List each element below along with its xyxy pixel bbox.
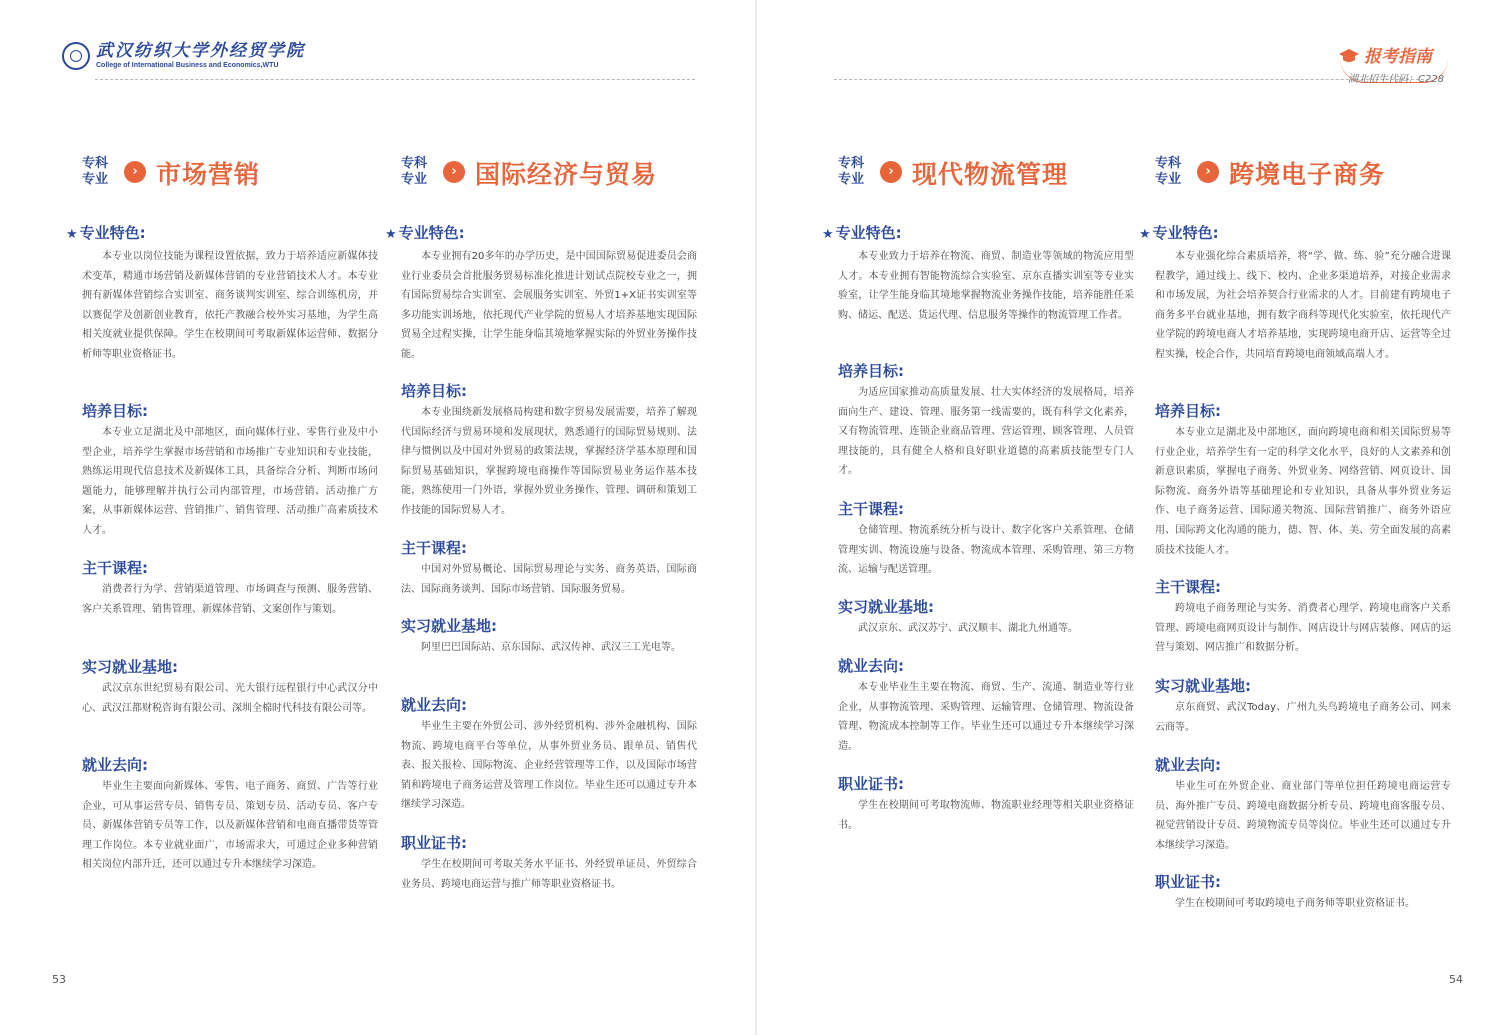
section-text: 本专业强化综合素质培养，将“学、做、练、验”充分融合进课程教学，通过线上、线下、校内、企业多渠道培养，对接企业需求和市场发展，为社会培养契合行业需求的人才。目前建有跨境电子商务多平台就业基地，拥有数字商科等现代化实验室，依托现代产业学院的跨境电商人才培养基地，实现跨境电商开店、运营等全过程实操，校企合作，共同培育跨境电商领域高端人才。 xyxy=(1155,251,1451,360)
major-column-marketing xyxy=(66,150,378,871)
major-title: 现代物流管理 xyxy=(912,160,1069,189)
section-text: 京东商贸、武汉Today、广州九头鸟跨境电子商务公司、网来云商等。 xyxy=(1155,702,1451,733)
section-goal xyxy=(838,362,1134,481)
section-features xyxy=(1139,224,1451,365)
arrow-right-icon: › xyxy=(124,161,146,183)
section-text: 毕业生主要面向新媒体、零售、电子商务、商贸、广告等行业企业，可从事运营专员、销售专员、策划专员、活动专员、客户专员、新媒体营销专员等工作，以及新媒体营销和电商直播带货等管理工作岗位。本专业就业面广，市场需求大，可通过企业多种营销相关岗位内部升迁，还可以通过专升本继续学习深造。 xyxy=(82,781,378,871)
section-text: 本专业立足湖北及中部地区，面向跨境电商和相关国际贸易等行业企业，培养学生有一定的科学文化水平，良好的人文素养和创新意识素质，掌握电子商务、外贸业务、网络营销、网页设计、国际物流、商务外语等基础理论和专业知识，具备从事外贸业务运作、电子商务运营、国际通关物流、国际营销推广、商务外语应用、国际跨文化沟通的能力，德、智、体、美、劳全面发展的高素质技术技能人才。 xyxy=(1155,427,1451,556)
major-column-cross-border-ecommerce xyxy=(1139,150,1451,909)
section-text: 本专业围绕新发展格局构建和数字贸易发展需要，培养了解现代国际经济与贸易环境和发展现状，熟悉通行的国际贸易规则、法律与惯例以及中国对外贸易的政策法规，掌握经济学基本原理和国际贸易基础知识，掌握跨境电商操作等国际贸易业务运作基本技能，熟练使用一门外语，掌握外贸业务操作、管理、调研和策划工作技能的国际贸易人才。 xyxy=(401,407,697,516)
section-heading: 主干课程: xyxy=(401,539,467,557)
section-text: 本专业毕业生主要在物流、商贸、生产、流通、制造业等行业企业，从事物流管理、采购管理、运输管理、仓储管理、物流设备管理、物流成本控制等工作。毕业生还可以通过专升本继续学习深造。 xyxy=(838,682,1134,752)
arrow-right-icon: › xyxy=(443,161,465,183)
section-text: 学生在校期间可考取关务水平证书、外经贸单证员、外贸综合业务员、跨境电商运营与推广师等职业资格证书。 xyxy=(401,859,697,890)
section-text: 武汉京东世纪贸易有限公司、光大银行远程银行中心武汉分中心、武汉江都财税咨询有限公司、深圳全棉时代科技有限公司等。 xyxy=(82,683,378,714)
section-goal xyxy=(1155,402,1451,560)
section-features xyxy=(822,224,1134,325)
section-career xyxy=(82,756,378,875)
section-text: 学生在校期间可考取物流师、物流职业经理等相关职业资格证书。 xyxy=(838,800,1134,831)
header-divider xyxy=(834,79,1429,80)
section-heading: 实习就业基地: xyxy=(838,598,934,616)
header-divider xyxy=(95,79,695,80)
major-column-international-trade xyxy=(385,150,697,890)
section-cert xyxy=(401,834,697,894)
section-text: 本专业致力于培养在物流、商贸、制造业等领域的物流应用型人才。本专业拥有智能物流综合实验室、京东直播实训室等专业实验室，让学生能身临其境地掌握物流业务操作技能，培养能胜任采购、储运、配送、货运代理、信息服务等操作的物流管理工作者。 xyxy=(838,251,1134,321)
section-heading: 主干课程: xyxy=(82,559,148,577)
section-text: 为适应国家推动高质量发展、壮大实体经济的发展格局，培养面向生产、建设、管理、服务第一线需要的，既有科学文化素养，又有物流管理、连锁企业商品管理、营运管理、顾客管理、人员管理技能的，具有健全人格和良好职业道德的高素质技能型专门人才。 xyxy=(838,387,1134,477)
section-goal xyxy=(82,402,378,541)
section-heading: 就业去向: xyxy=(1155,756,1221,774)
star-icon: ★ xyxy=(1139,227,1151,242)
section-features xyxy=(385,224,697,365)
major-tag: 专科专业 xyxy=(1155,156,1182,187)
school-seal-icon xyxy=(62,42,90,70)
section-base xyxy=(1155,677,1451,737)
section-text: 阿里巴巴国际站、京东国际、武汉传神、武汉三工光电等。 xyxy=(421,642,681,653)
section-text: 消费者行为学、营销渠道管理、市场调查与预测、服务营销、客户关系管理、销售管理、新媒体营销、文案创作与策划。 xyxy=(82,584,378,615)
section-career xyxy=(1155,756,1451,855)
section-text: 本专业以岗位技能为课程设置依据，致力于培养适应新媒体技术变革，精通市场营销及新媒体营销的专业营销技术人才。本专业拥有新媒体营销综合实训室、商务谈判实训室、综合训练机房，并以赛促学及创新创业教育，依托产教融合校外实习基地，为学生高相关度就业提供保障。学生在校期间可考取新媒体运营师、数据分析师等职业资格证书。 xyxy=(82,251,378,360)
section-text: 跨境电子商务理论与实务、消费者心理学、跨境电商客户关系管理、跨境电商网页设计与制作、网店设计与网店装修、网店的运营与策划、网店推广和数据分析。 xyxy=(1155,603,1451,654)
school-name-cn: 武汉纺织大学外经贸学院 xyxy=(96,41,305,61)
school-name-en: College of International Business and Economics,WTU xyxy=(96,62,279,69)
section-heading: 培养目标: xyxy=(82,402,148,420)
section-heading: 主干课程: xyxy=(838,500,904,518)
major-tag: 专科专业 xyxy=(401,156,428,187)
section-text: 学生在校期间可考取跨境电子商务师等职业资格证书。 xyxy=(1175,898,1415,909)
section-heading: 专业特色: xyxy=(79,224,146,242)
section-text: 毕业生可在外贸企业、商业部门等单位担任跨境电商运营专员、海外推广专员、跨境电商数据分析专员、跨境电商客服专员、视觉营销设计专员、跨境物流专员等岗位。毕业生还可以通过专升本继续学习深造。 xyxy=(1155,781,1451,851)
major-title: 市场营销 xyxy=(156,160,261,189)
section-heading: 实习就业基地: xyxy=(1155,677,1251,695)
section-features xyxy=(66,224,378,365)
right-page xyxy=(756,0,1512,1035)
section-goal xyxy=(401,382,697,521)
major-tag: 专科专业 xyxy=(82,156,109,187)
section-heading: 职业证书: xyxy=(401,834,467,852)
star-icon: ★ xyxy=(385,227,397,242)
section-heading: 就业去向: xyxy=(401,696,467,714)
star-icon: ★ xyxy=(66,227,78,242)
section-courses xyxy=(1155,578,1451,658)
section-heading: 培养目标: xyxy=(838,362,904,380)
arrow-right-icon: › xyxy=(880,161,902,183)
major-tag: 专科专业 xyxy=(838,156,865,187)
guide-title: 报考指南 xyxy=(1364,47,1432,67)
section-career xyxy=(838,657,1134,756)
section-heading: 主干课程: xyxy=(1155,578,1221,596)
section-heading: 就业去向: xyxy=(838,657,904,675)
major-heading xyxy=(1155,150,1451,194)
section-text: 中国对外贸易概论、国际贸易理论与实务、商务英语、国际商法、国际商务谈判、国际市场营销、国际服务贸易。 xyxy=(401,564,697,595)
section-heading: 专业特色: xyxy=(1152,224,1219,242)
section-heading: 培养目标: xyxy=(401,382,467,400)
section-heading: 就业去向: xyxy=(82,756,148,774)
section-heading: 职业证书: xyxy=(1155,873,1221,891)
section-heading: 职业证书: xyxy=(838,775,904,793)
section-base xyxy=(82,658,378,718)
section-text: 毕业生主要在外贸公司、涉外经贸机构、涉外金融机构、国际物流、跨境电商平台等单位，从事外贸业务员、跟单员、销售代表、报关报检、国际物流、企业经营管理等工作，以及国际市场营销和跨境电子商务运营及管理工作岗位。毕业生还可以通过专升本继续学习深造。 xyxy=(401,721,697,811)
enrollment-code: 湖北招生代码：C228 xyxy=(1348,74,1445,85)
section-base xyxy=(838,598,1134,639)
section-career xyxy=(401,696,697,815)
page-number-left: 53 xyxy=(52,973,66,986)
major-column-logistics xyxy=(822,150,1134,831)
section-text: 武汉京东、武汉苏宁、武汉顺丰、湖北九州通等。 xyxy=(858,623,1078,634)
section-courses xyxy=(838,500,1134,580)
major-title: 跨境电子商务 xyxy=(1229,160,1386,189)
section-cert xyxy=(1155,873,1451,914)
star-icon: ★ xyxy=(822,227,834,242)
section-courses xyxy=(82,559,378,619)
section-heading: 实习就业基地: xyxy=(401,617,497,635)
major-heading xyxy=(838,150,1134,194)
section-cert xyxy=(838,775,1134,835)
section-heading: 专业特色: xyxy=(835,224,902,242)
section-heading: 实习就业基地: xyxy=(82,658,178,676)
section-courses xyxy=(401,539,697,599)
page-number-right: 54 xyxy=(1449,973,1463,986)
section-text: 本专业立足湖北及中部地区，面向媒体行业、零售行业及中小型企业，培养学生掌握市场营销和市场推广专业知识和专业技能，熟练运用现代信息技术及新媒体工具，具备综合分析、判断市场问题能力，能够理解并执行公司内部管理，市场营销、活动推广方案，从事新媒体运营、营销推广、销售管理、活动推广高素质技术人才。 xyxy=(82,427,378,536)
major-heading xyxy=(401,150,697,194)
section-text: 仓储管理、物流系统分析与设计、数字化客户关系管理、仓储管理实训、物流设施与设备、物流成本管理、采购管理、第三方物流、运输与配送管理。 xyxy=(838,525,1134,576)
section-base xyxy=(401,617,697,658)
section-heading: 专业特色: xyxy=(398,224,465,242)
arrow-right-icon: › xyxy=(1197,161,1219,183)
section-heading: 培养目标: xyxy=(1155,402,1221,420)
major-title: 国际经济与贸易 xyxy=(475,160,658,189)
major-heading xyxy=(82,150,378,194)
section-text: 本专业拥有20多年的办学历史，是中国国际贸易促进委员会商业行业委员会首批服务贸易标准化推进计划试点院校专业之一，拥有国际贸易综合实训室、会展服务实训室、外贸1+X证书实训室等多功能实训场地，依托现代产业学院的贸易人才培养基地实现国际贸易全过程实操，让学生能身临其境地掌握实际的外贸业务操作技能。 xyxy=(401,251,697,360)
school-logo xyxy=(62,42,305,70)
